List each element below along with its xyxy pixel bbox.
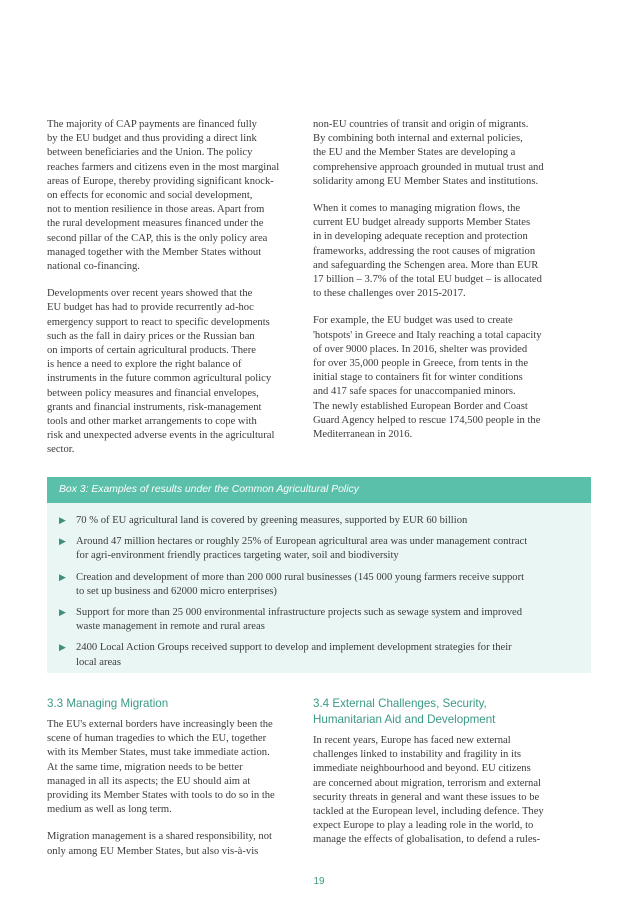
- list-item-text: Around 47 million hectares or roughly 25% of European agricultural area was under management contract for agri-environment friendly practices targeting water, soil and biodiversity: [76, 536, 528, 562]
- results-list: [47, 503, 591, 670]
- paragraph: The majority of CAP payments are financed fully by the EU budget and thus providing a direct link between beneficiaries and the Union. The policy reaches farmers and citizens even in the most marginal areas of Europe, thereby providing significant knock- on effects for economic and social development, not to mention resilience in those areas. Apart from the rural development measures financed under the second pillar of the CAP, this is the only policy area managed together with the Member States without national co-financing.: [47, 119, 280, 273]
- paragraph: Migration management is a shared responsibility, not only among EU Member States, but also vis-à-vis: [47, 831, 272, 857]
- paragraph: When it comes to managing migration flows, the current EU budget already supports Member States in in developing adequate reception and protection frameworks, addressing the root causes of migration and safeguarding the Schengen area. More than EUR 17 billion – 3.7% of the total EU budget – is allocated to these challenges over 2015-2017.: [313, 203, 542, 300]
- section-heading: 3.4 External Challenges, Security, Humanitarian Aid and Development: [313, 697, 496, 726]
- paragraph: In recent years, Europe has faced new external challenges linked to instability and fragility in its immediate neighbourhood and beyond. EU citizens are concerned about migration, terrorism and external security threats in general and want these issues to be tackled at the European level, including defence. They expect Europe to play a leading role in the world, to manage the effects of globalisation, to defend a rules-: [313, 735, 544, 846]
- list-item-text: Creation and development of more than 200 000 rural businesses (145 000 young farmers receive support to set up business and 62000 micro enterprises): [76, 571, 525, 597]
- list-item: [59, 535, 579, 563]
- list-item-text: 70 % of EU agricultural land is covered by greening measures, supported by EUR 60 billion: [76, 515, 468, 526]
- paragraph: For example, the EU budget was used to create 'hotspots' in Greece and Italy reaching a total capacity of over 9000 places. In 2016, shelter was provided for over 35,000 people in Greece, from tents in the initial stage to containers fit for winter conditions and 417 safe spaces for unaccompanied minors. The newly established European Border and Coast Guard Agency helped to rescue 174,500 people in the Mediterranean in 2016.: [313, 315, 542, 441]
- triangle-bullet-icon: ▶: [59, 537, 66, 548]
- box-title: Box 3: Examples of results under the Common Agricultural Policy: [47, 477, 591, 503]
- list-item: [59, 514, 579, 528]
- page-number: 19: [313, 876, 325, 887]
- list-item-text: Support for more than 25 000 environmental infrastructure projects such as sewage system and improved waste management in remote and rural areas: [76, 607, 522, 633]
- paragraph: non-EU countries of transit and origin of migrants. By combining both internal and external policies, the EU and the Member States are developing a comprehensive approach grounded in mutual trust and solidarity among EU Member States and institutions.: [313, 119, 544, 187]
- list-item: [59, 571, 579, 599]
- section-external-challenges: [313, 696, 575, 861]
- list-item: [59, 606, 579, 634]
- paragraph: The EU's external borders have increasingly been the scene of human tragedies to which the EU, together with its Member States, must take immediate action. At the same time, migration needs to be better managed in all its aspects; the EU should aim at providing its Member States with tools to do so in the medium as well as long term.: [47, 719, 275, 816]
- section-managing-migration: [47, 696, 297, 872]
- triangle-bullet-icon: ▶: [59, 643, 66, 654]
- section-heading: 3.3 Managing Migration: [47, 697, 169, 710]
- left-column-top: [47, 118, 297, 471]
- results-box: [47, 477, 591, 673]
- triangle-bullet-icon: ▶: [59, 608, 66, 619]
- list-item: [59, 641, 579, 669]
- right-column-top: [313, 118, 575, 455]
- list-item-text: 2400 Local Action Groups received support to develop and implement development strategies for their local areas: [76, 642, 512, 668]
- paragraph: Developments over recent years showed that the EU budget has had to provide recurrently ad-hoc emergency support to react to specific developments such as the fall in dairy prices or the Russian ban on imports of certain agricultural products. There is hence a need to explore the right balance of instruments in the future common agricultural policy between policy measures and financial envelopes, grants and financial instruments, risk-management tools and other market arrangements to cope with risk and unexpected adverse events in the agricultural sector.: [47, 288, 275, 456]
- triangle-bullet-icon: ▶: [59, 516, 66, 526]
- triangle-bullet-icon: ▶: [59, 572, 66, 583]
